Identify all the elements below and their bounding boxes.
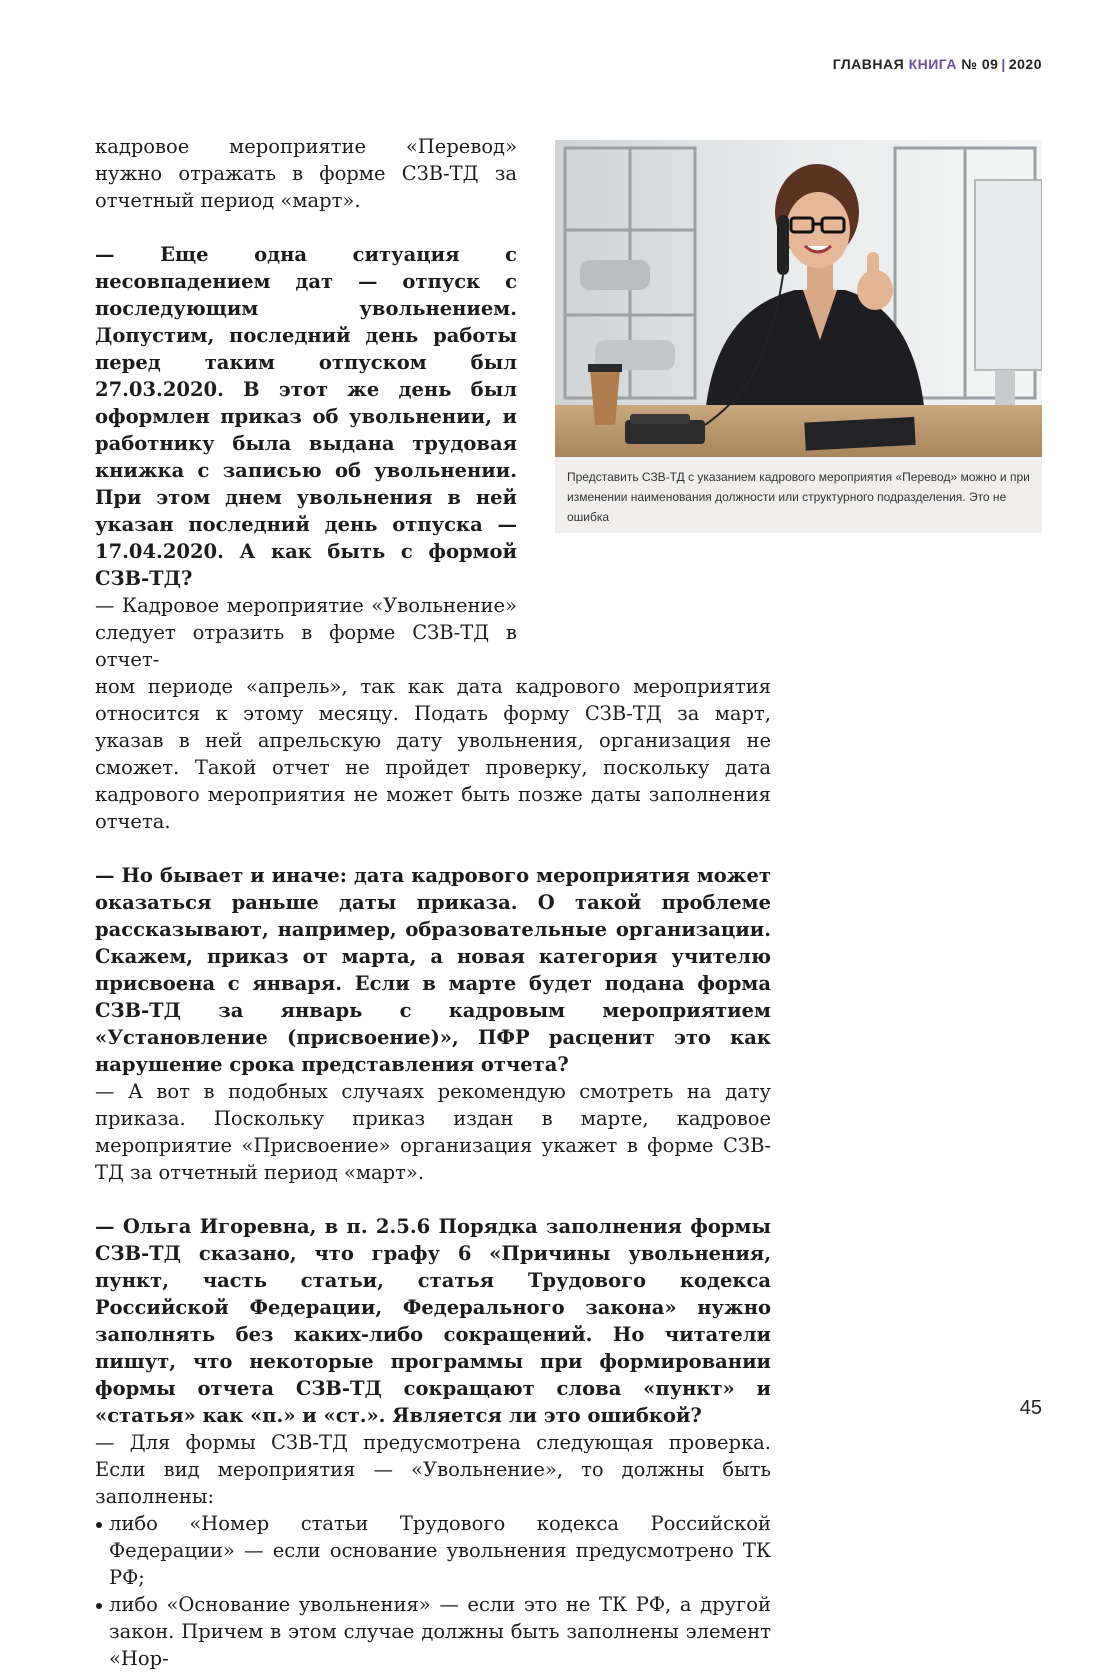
question-2: — Но бывает и иначе: дата кадрового мероприятия может оказаться раньше даты приказа. О такой проблеме рассказывают, например, образовательные организации. Скажем, приказ от марта, а новая категория учителю присвоена с января. Если в марте будет подана форма СЗВ-ТД за январь с кадровым мероприятием «Установление (присвоение)», ПФР расценит это как нарушение срока представления отчета?	[95, 864, 771, 1076]
answer-1-continued: ном периоде «апрель», так как дата кадрового мероприятия относится к этому месяцу. Подать форму СЗВ-ТД за март, указав в ней апрельскую дату увольнения, организация не сможет. Такой отчет не пройдет проверку, поскольку дата кадрового мероприятия не может быть позже даты заполнения отчета.	[95, 675, 771, 833]
header-separator: |	[1001, 56, 1006, 72]
narrow-column	[95, 133, 517, 673]
answer-2: — А вот в подобных случаях рекомендую смотреть на дату приказа. Поскольку приказ издан в марте, кадровое мероприятие «Присвоение» организация укажет в форме СЗВ-ТД за отчетный период «март».	[95, 1080, 771, 1184]
question-3: — Ольга Игоревна, в п. 2.5.6 Порядка заполнения формы СЗВ-ТД сказано, что графу 6 «Причины увольнения, пункт, часть статьи, статья Трудового кодекса Российской Федерации, Федерального закона» нужно заполнять без каких-либо сокращений. Но читатели пишут, что некоторые программы при формировании формы отчета СЗВ-ТД сокращают слова «пункт» и «статья» как «п.» и «ст.». Является ли это ошибкой?	[95, 1215, 771, 1427]
photo-block	[555, 140, 1042, 533]
running-header	[833, 56, 1042, 72]
page-number: 45	[1019, 1397, 1042, 1419]
photo-caption: Представить СЗВ-ТД с указанием кадрового мероприятия «Перевод» можно и при изменении наименования должности или структурного подразделения. Это не ошибка	[567, 470, 1030, 524]
issue-year: 2020	[1008, 56, 1042, 72]
answer-3-list	[95, 1510, 771, 1672]
list-item: либо «Основание увольнения» — если это не ТК РФ, а другой закон. Причем в этом случае должны быть заполнены элемент «Нор-	[95, 1591, 771, 1672]
question-1: — Еще одна ситуация с несовпадением дат — отпуск с последующим увольнением. Допустим, последний день работы перед таким отпуском был 27.03.2020. В этот же день был оформлен приказ об увольнении, и работнику была выдана трудовая книжка с записью об увольнении. При этом днем увольнения в ней указан последний день отпуска — 17.04.2020. А как быть с формой СЗВ-ТД?	[95, 243, 517, 590]
office-photo	[555, 140, 1042, 457]
magazine-name-accent: КНИГА	[908, 56, 957, 72]
answer-1-start: — Кадровое мероприятие «Увольнение» следует отразить в форме СЗВ-ТД в отчет-	[95, 594, 517, 671]
list-item: либо «Номер статьи Трудового кодекса Российской Федерации» — если основание увольнения предусмотрено ТК РФ;	[95, 1510, 771, 1591]
paragraph-intro: кадровое мероприятие «Перевод» нужно отражать в форме СЗВ-ТД за отчетный период «март».	[95, 135, 517, 212]
issue-number: № 09	[961, 56, 999, 72]
answer-3: — Для формы СЗВ-ТД предусмотрена следующая проверка. Если вид мероприятия — «Увольнение», то должны быть заполнены:	[95, 1431, 771, 1508]
magazine-name: ГЛАВНАЯ	[832, 56, 905, 72]
